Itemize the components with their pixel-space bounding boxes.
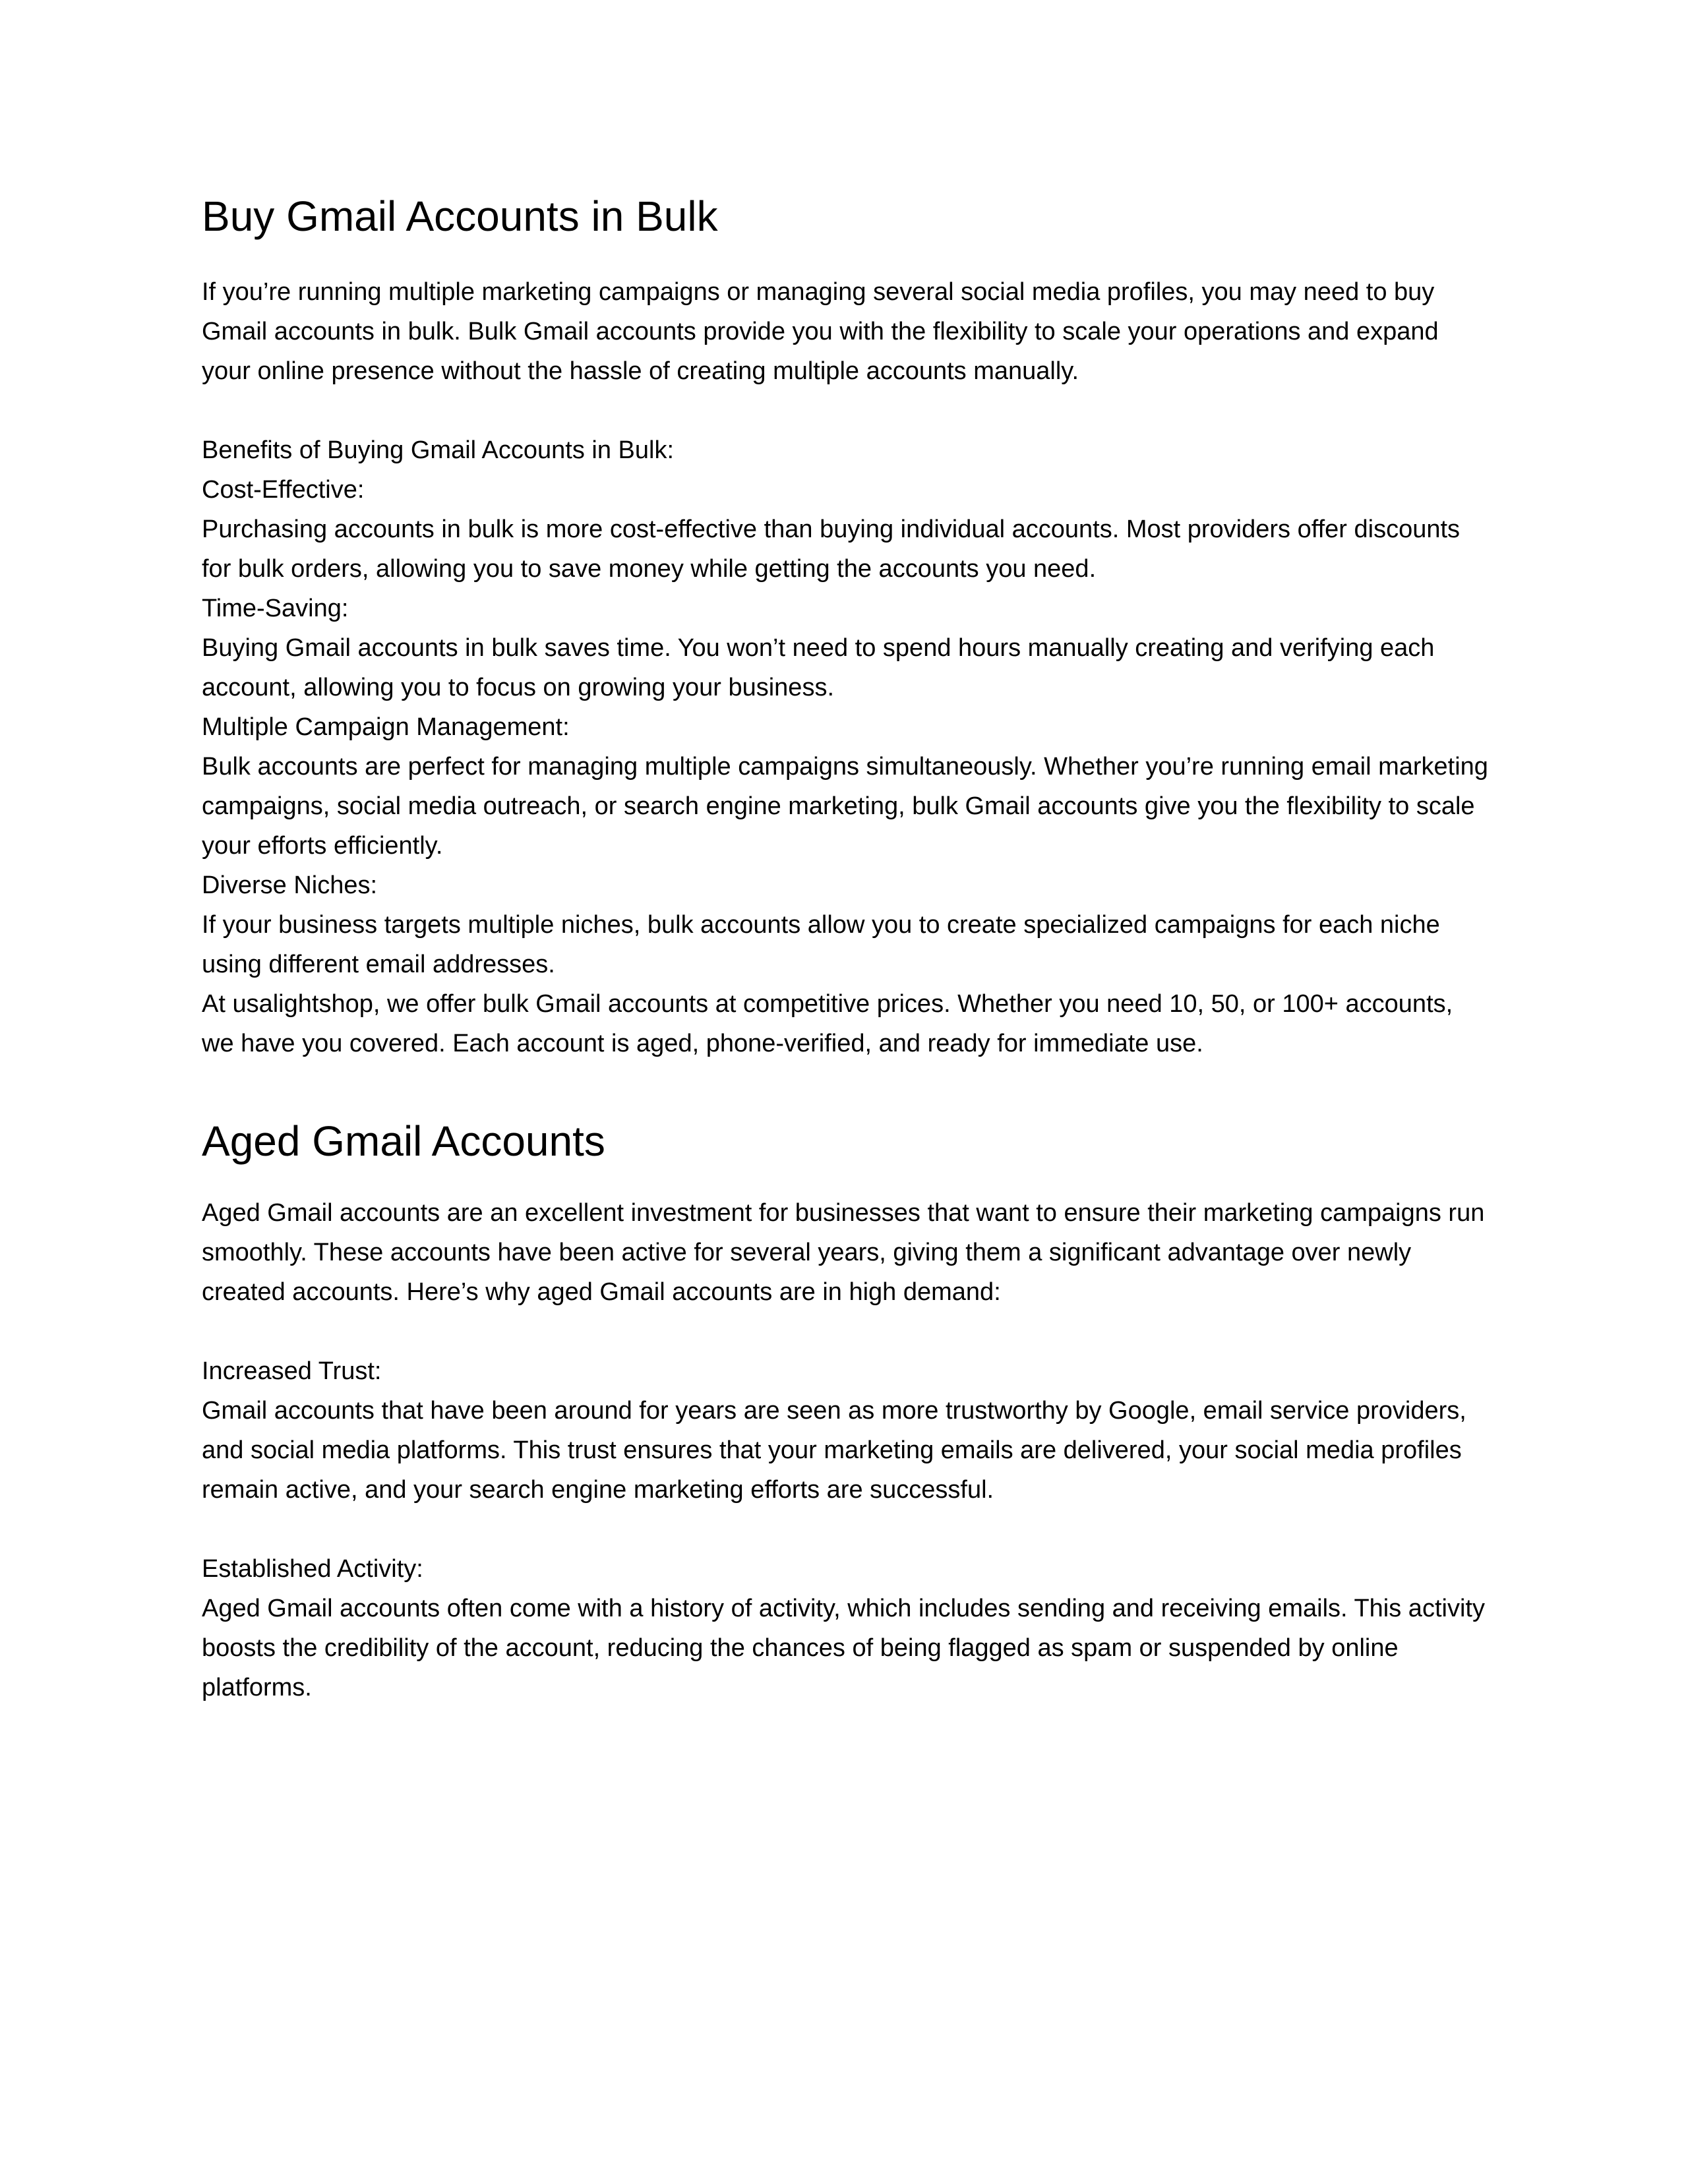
block-text-established-activity: Aged Gmail accounts often come with a history of activity, which includes sending and receiving emails. This activity boosts the credibility of the account, reducing the chances of being flagged as spam or suspended by online platforms. (202, 1594, 1485, 1701)
section1-heading: Buy Gmail Accounts in Bulk (202, 192, 718, 240)
benefit-label-cost-effective: Cost-Effective: (202, 475, 365, 504)
section1-closing-paragraph: At usalightshop, we offer bulk Gmail accounts at competitive prices. Whether you need 10, 50, or 100+ accounts, we have you covered. Each account is aged, phone-verified, and ready for immediate use. (202, 989, 1453, 1057)
block-label-increased-trust: Increased Trust: (202, 1357, 382, 1385)
increased-trust-block (202, 1351, 1492, 1510)
benefit-text-cost-effective: Purchasing accounts in bulk is more cost-effective than buying individual accounts. Most providers offer discounts for bulk orders, allowing you to save money while getting the accounts you need. (202, 515, 1461, 583)
section1-intro-paragraph: If you’re running multiple marketing campaigns or managing several social media profiles, you may need to buy Gmail accounts in bulk. Bulk Gmail accounts provide you with the flexibility to scale your operations and expand your online presence without the hassle of creating multiple accounts manually. (202, 278, 1439, 385)
benefit-text-time-saving: Buying Gmail accounts in bulk saves time. You won’t need to spend hours manually creating and verifying each account, allowing you to focus on growing your business. (202, 634, 1435, 701)
section2-heading: Aged Gmail Accounts (202, 1117, 605, 1165)
benefit-text-multiple-campaign-management: Bulk accounts are perfect for managing multiple campaigns simultaneously. Whether you’re running email marketing campaigns, social media outreach, or search engine marketing, bulk Gmail accounts give you the flexibility to scale your efforts efficiently. (202, 752, 1488, 860)
block-label-established-activity: Established Activity: (202, 1554, 423, 1583)
benefit-label-time-saving: Time-Saving: (202, 594, 349, 622)
benefit-label-diverse-niches: Diverse Niches: (202, 871, 378, 899)
benefits-heading: Benefits of Buying Gmail Accounts in Bulk: (202, 436, 675, 464)
section2-intro-paragraph: Aged Gmail accounts are an excellent investment for businesses that want to ensure their marketing campaigns run smoothly. These accounts have been active for several years, giving them a significant advantage over newly created accounts. Here’s why aged Gmail accounts are in high demand: (202, 1198, 1485, 1306)
established-activity-block (202, 1549, 1492, 1707)
block-text-increased-trust: Gmail accounts that have been around for years are seen as more trustworthy by Google, email service providers, and social media platforms. This trust ensures that your marketing emails are delivered, your social media profiles remain active, and your search engine marketing efforts are successful. (202, 1396, 1466, 1504)
benefits-block (202, 430, 1492, 1063)
benefit-text-diverse-niches: If your business targets multiple niches, bulk accounts allow you to create specialized campaigns for each niche using different email addresses. (202, 910, 1440, 978)
benefit-label-multiple-campaign-management: Multiple Campaign Management: (202, 713, 570, 741)
